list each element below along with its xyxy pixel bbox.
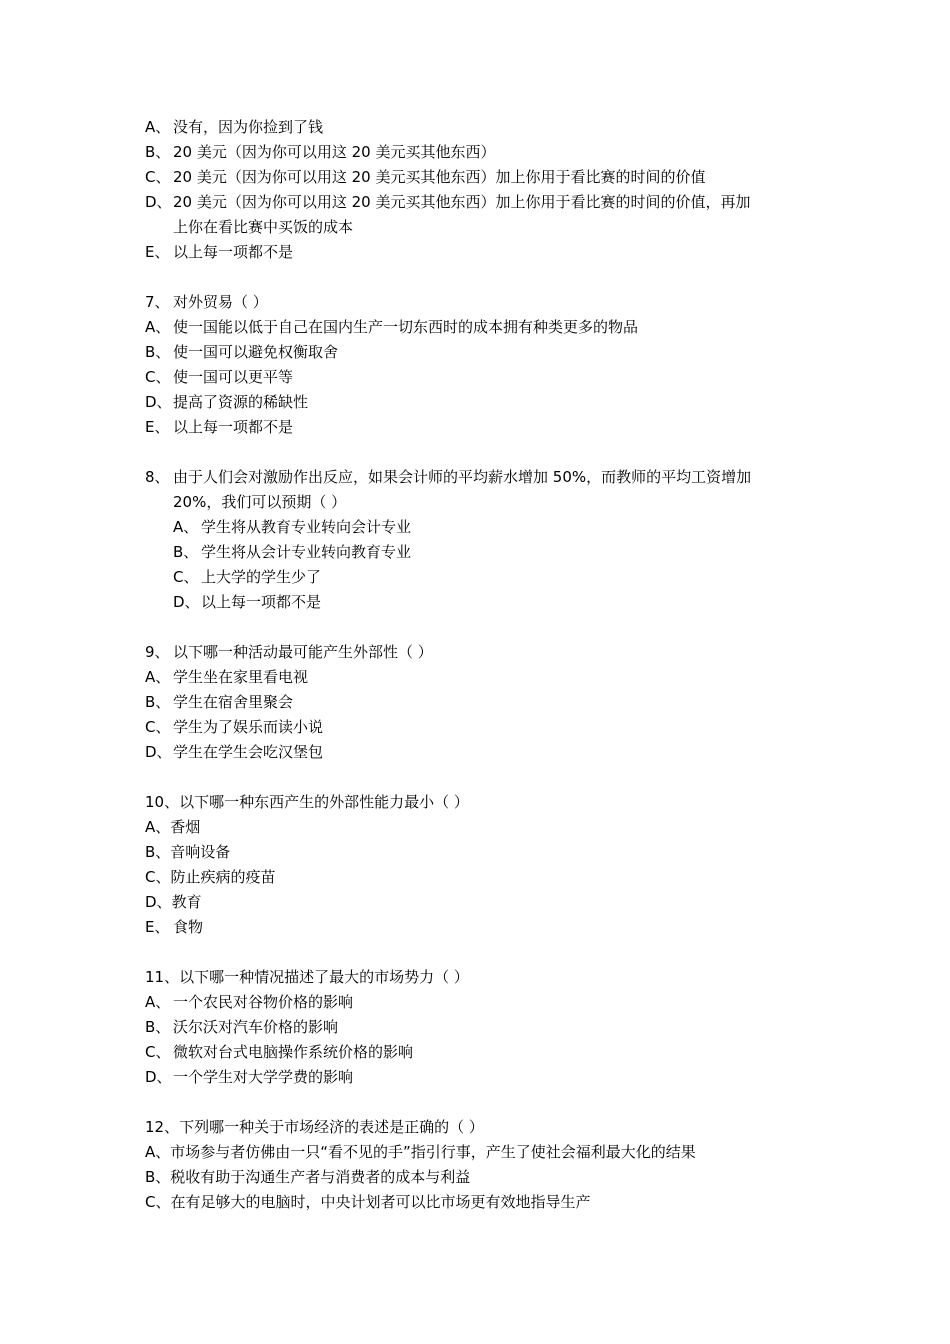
option-line (145, 140, 815, 165)
option-label: C、 (173, 568, 199, 586)
question-number: 9、 (145, 643, 170, 661)
option-line (145, 990, 815, 1015)
question-line (145, 790, 815, 815)
option-text: 上大学的学生少了 (201, 568, 322, 586)
option-label: D、 (145, 743, 172, 761)
option-label: A、 (173, 518, 199, 536)
question-number: 7、 (145, 293, 170, 311)
question-6-options (145, 115, 815, 265)
option-line (145, 1015, 815, 1040)
option-label: B、 (145, 143, 171, 161)
option-line (145, 715, 815, 740)
question-number: 12、 (145, 1118, 180, 1136)
option-text: 音响设备 (170, 843, 231, 861)
option-text-continuation (145, 215, 815, 240)
option-label: C、 (145, 1043, 171, 1061)
option-label: A、 (145, 318, 171, 336)
option-text: 使一国可以避免权衡取舍 (173, 343, 339, 361)
option-line (145, 540, 815, 565)
option-line (145, 1140, 815, 1165)
option-text: 20 美元（因为你可以用这 20 美元买其他东西）加上你用于看比赛的时间的价值，再加 (173, 193, 751, 211)
option-label: B、 (145, 843, 171, 861)
option-text: 食物 (173, 918, 204, 936)
question-text: 以下哪一种活动最可能产生外部性（ ） (173, 643, 433, 661)
question-12 (145, 1115, 815, 1215)
option-line (145, 840, 815, 865)
option-label: E、 (145, 243, 170, 261)
option-text: 20 美元（因为你可以用这 20 美元买其他东西） (173, 143, 496, 161)
option-text: 微软对台式电脑操作系统价格的影响 (173, 1043, 414, 1061)
option-text: 香烟 (170, 818, 201, 836)
option-label: B、 (145, 343, 171, 361)
question-line (145, 965, 815, 990)
option-label: C、 (145, 168, 171, 186)
question-7 (145, 290, 815, 440)
option-label: D、 (145, 393, 172, 411)
option-text: 学生在学生会吃汉堡包 (173, 743, 324, 761)
question-text: 以下哪一种东西产生的外部性能力最小（ ） (179, 793, 469, 811)
option-text: 20 美元（因为你可以用这 20 美元买其他东西）加上你用于看比赛的时间的价值 (173, 168, 706, 186)
option-label: A、 (145, 818, 171, 836)
option-label: C、 (145, 1193, 171, 1211)
option-text: 学生为了娱乐而读小说 (173, 718, 324, 736)
option-label: E、 (145, 918, 170, 936)
option-line (145, 815, 815, 840)
question-text-continuation (145, 490, 815, 515)
option-text: 沃尔沃对汽车价格的影响 (173, 1018, 339, 1036)
option-text: 没有，因为你捡到了钱 (173, 118, 324, 136)
question-9 (145, 640, 815, 765)
option-text: 在有足够大的电脑时，中央计划者可以比市场更有效地指导生产 (170, 1193, 591, 1211)
option-line (145, 565, 815, 590)
option-label: A、 (145, 1143, 171, 1161)
question-line (145, 290, 815, 315)
option-line (145, 915, 815, 940)
option-text: 以上每一项都不是 (173, 418, 294, 436)
option-text: 以上每一项都不是 (173, 243, 294, 261)
question-line (145, 465, 815, 490)
option-line (145, 340, 815, 365)
option-text: 学生坐在家里看电视 (173, 668, 309, 686)
option-line (145, 740, 815, 765)
option-label: B、 (145, 1018, 171, 1036)
option-label: D、 (145, 893, 172, 911)
option-text: 上你在看比赛中买饭的成本 (173, 218, 354, 236)
option-line (145, 390, 815, 415)
question-text: 由于人们会对激励作出反应，如果会计师的平均薪水增加 50%，而教师的平均工资增加 (173, 468, 752, 486)
option-text: 学生将从会计专业转向教育专业 (201, 543, 412, 561)
question-number: 8、 (145, 468, 170, 486)
question-number: 10、 (145, 793, 180, 811)
option-line (145, 590, 815, 615)
option-label: A、 (145, 993, 171, 1011)
question-10 (145, 790, 815, 940)
option-label: E、 (145, 418, 170, 436)
option-line (145, 115, 815, 140)
option-text: 市场参与者仿佛由一只“看不见的手”指引行事，产生了使社会福利最大化的结果 (170, 1143, 696, 1161)
option-line (145, 1165, 815, 1190)
option-line (145, 1190, 815, 1215)
question-number: 11、 (145, 968, 180, 986)
option-line (145, 315, 815, 340)
option-label: D、 (173, 593, 200, 611)
option-line (145, 865, 815, 890)
option-label: A、 (145, 668, 171, 686)
question-text: 下列哪一种关于市场经济的表述是正确的（ ） (179, 1118, 484, 1136)
document-content (145, 115, 815, 1240)
option-text: 使一国能以低于自己在国内生产一切东西时的成本拥有种类更多的物品 (173, 318, 639, 336)
option-line (145, 415, 815, 440)
question-line (145, 640, 815, 665)
option-text: 一个农民对谷物价格的影响 (173, 993, 354, 1011)
option-text: 使一国可以更平等 (173, 368, 294, 386)
question-line (145, 1115, 815, 1140)
option-label: B、 (145, 693, 171, 711)
question-text: 20%，我们可以预期（ ） (173, 493, 347, 511)
option-text: 防止疾病的疫苗 (170, 868, 276, 886)
option-line (145, 690, 815, 715)
option-line (145, 190, 815, 215)
option-line (145, 165, 815, 190)
option-text: 一个学生对大学学费的影响 (173, 1068, 354, 1086)
option-line (145, 1065, 815, 1090)
option-text: 税收有助于沟通生产者与消费者的成本与利益 (170, 1168, 471, 1186)
option-label: C、 (145, 868, 171, 886)
question-text: 对外贸易（ ） (173, 293, 268, 311)
option-line (145, 515, 815, 540)
option-line (145, 665, 815, 690)
option-line (145, 890, 815, 915)
option-text: 以上每一项都不是 (201, 593, 322, 611)
option-label: B、 (173, 543, 199, 561)
option-label: C、 (145, 718, 171, 736)
question-11 (145, 965, 815, 1090)
option-line (145, 1040, 815, 1065)
question-text: 以下哪一种情况描述了最大的市场势力（ ） (179, 968, 469, 986)
option-label: D、 (145, 193, 172, 211)
option-line (145, 240, 815, 265)
question-8 (145, 465, 815, 615)
option-label: B、 (145, 1168, 171, 1186)
option-text: 提高了资源的稀缺性 (173, 393, 309, 411)
option-text: 学生将从教育专业转向会计专业 (201, 518, 412, 536)
option-text: 教育 (171, 893, 202, 911)
option-label: D、 (145, 1068, 172, 1086)
option-text: 学生在宿舍里聚会 (173, 693, 294, 711)
option-label: C、 (145, 368, 171, 386)
option-line (145, 365, 815, 390)
option-label: A、 (145, 118, 171, 136)
